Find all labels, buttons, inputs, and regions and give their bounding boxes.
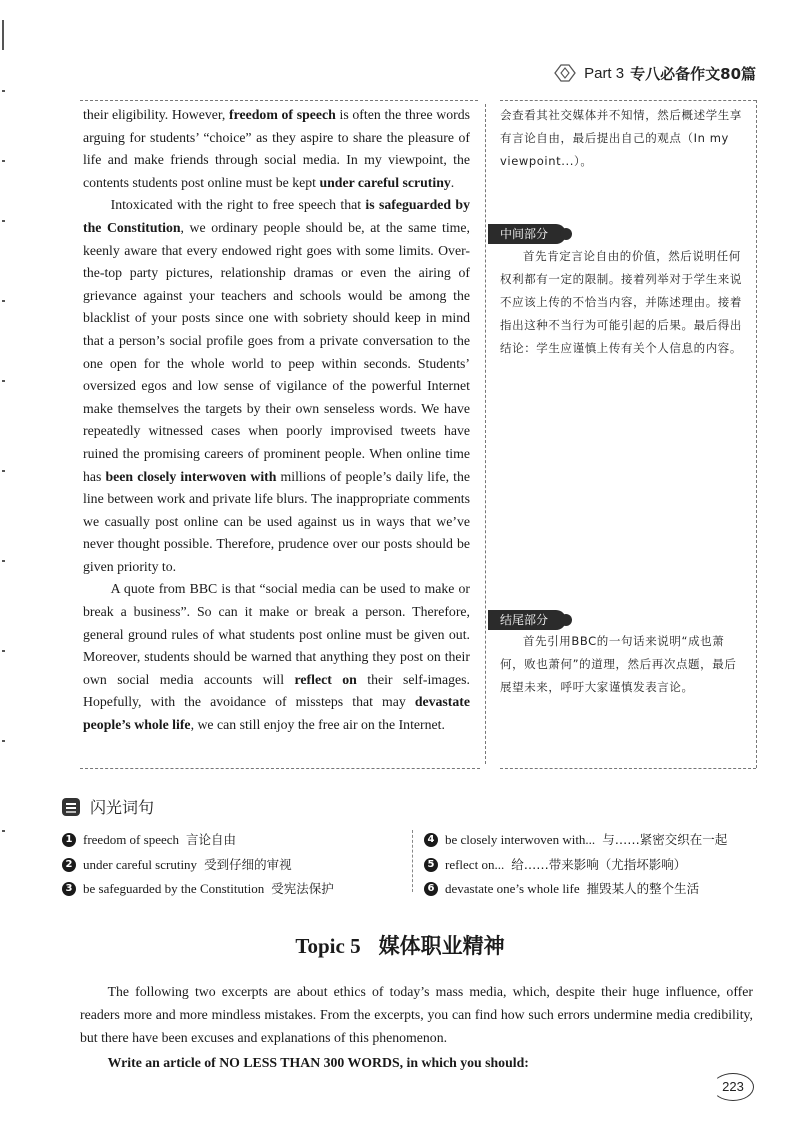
flash-item [62,877,334,902]
number-badge: 6 [424,882,438,896]
text-run: , we can still enjoy the free air on the Internet. [190,717,445,733]
key-phrase: freedom of speech [229,107,336,122]
phrase-en: be safeguarded by the Constitution [83,881,265,896]
text-run: Intoxicated with the right to free speech that [110,197,366,213]
number-badge: 5 [424,858,438,872]
phrase-en: freedom of speech [83,832,180,847]
side-middle-text: 首先肯定言论自由的价值，然后说明任何权利都有一定的限制。接着列举对于学生来说不应该上传的不恰当内容，并陈述理由。接着指出这种不当行为可能引起的后果。最后得出结论：学生应谨慎上传有关个人信息的内容。 [500,249,742,355]
page-header [552,62,756,84]
text-run: is often the three words arguing for students’ “choice” as they aspire to share the pleasure of life and make friends through social media. In my viewpoint, the contents students post online must be kept [83,107,470,190]
flash-item [62,853,334,878]
flash-phrases-title: 闪光词句 [90,798,155,817]
topic-instruction: Write an article of NO LESS THAN 300 WORDS, in which you should: [107,1055,529,1070]
flash-list-left [62,828,334,902]
key-phrase: is safeguarded by the Constitution [83,197,470,235]
side-note-end [500,630,748,699]
phrase-en: reflect on... [445,856,505,872]
book-logo-icon [552,62,578,84]
flash-divider [412,830,413,892]
flash-list-right [424,828,727,902]
number-badge: 4 [424,833,438,847]
key-phrase: reflect on [294,671,357,687]
side-intro-text: 会查看其社交媒体并不知情，然后概述学生享有言论自由，最后提出自己的观点（In my viewpoint...）。 [500,108,742,168]
essay-paragraph-1 [83,104,470,194]
flash-item [62,828,334,853]
phrase-cn: 摧毁某人的整个生活 [586,881,700,896]
flash-item [424,877,727,902]
topic-heading [0,930,800,960]
text-run: their self-images. Hopefully, with the avoidance of missteps that may [83,671,470,710]
middle-section-tag: 中间部分 [488,224,566,244]
topic-prompt [80,980,753,1074]
page-number: 223 [712,1073,754,1101]
side-frame-bottom [500,768,756,769]
side-note-middle [500,245,748,360]
topic-body: The following two excerpts are about ethics of today’s mass media, which, despite their huge influence, offer readers more and more mindless mistakes. From the excerpts, you can find how such errors undermine media credibility, but there have been excuses and explanations of this phenomenon. [80,984,753,1045]
phrase-cn: 受宪法保护 [271,881,334,896]
phrase-cn: 受到仔细的审视 [204,856,292,872]
phrase-cn: 与……紧密交织在一起 [602,832,728,847]
text-run: , we ordinary people should be, at the same time, keenly aware that every endowed right goes with some limits. Over-the-top party pictures, relationship dramas or even the airing of grievance against your teachers and schools would be among the blacklist of your posts since one with sobriety should keep in mind that a person’s social profile goes from a private conversation to the one open for the whole world to peep within seconds. Students’ oversized egos and low sense of vigilance of the powerful Internet make themselves the targets by their own senseless words. We have repeatedly witnessed cases when poorly improvised tweets have ruined the promising careers of prominent people. When online time has [83,219,470,484]
topic-label: Topic 5 [295,934,361,958]
key-phrase: under careful scrutiny [319,174,451,190]
key-phrase: devastate people’s whole life [83,694,470,733]
number-badge: 3 [62,882,76,896]
essay-paragraph-3 [83,578,470,736]
phrase-en: be closely interwoven with... [445,832,596,847]
phrase-cn: 给……带来影响（尤指坏影响） [511,856,687,872]
text-run: millions of people’s daily life, the line between work and private life blurs. The inappropriate comments we casually post online can be used against us in ways that we’ve never thought possible. Therefore, prudence over our posts should be given priority to. [83,468,470,574]
column-divider [485,104,486,764]
flash-item [424,828,727,853]
essay-body [83,104,470,737]
topic-title-cn: 媒体职业精神 [378,934,505,958]
number-badge: 1 [62,833,76,847]
text-run: their eligibility. However, [83,107,230,122]
side-end-text: 首先引用BBC的一句话来说明“成也萧何，败也萧何”的道理，然后再次点题，最后展望未来，呼吁大家谨慎发表言论。 [500,634,737,694]
essay-frame-bottom [80,768,480,769]
flash-item [424,853,727,878]
phrase-en: devastate one’s whole life [445,881,580,896]
key-phrase: been closely interwoven with [105,468,277,484]
part-label: Part 3 [584,64,625,82]
side-note-intro [500,104,748,173]
essay-paragraph-2 [83,194,470,578]
text-run: A quote from BBC is that “social media can be used to make or break a business”. So can it make or break a person. Therefore, general ground rules of what students post online must be given out. Moreover, students should be warned that anything they post on their own social media accounts will [83,581,470,687]
phrase-en: under careful scrutiny [83,856,198,872]
essay-frame-top [80,100,478,101]
number-badge: 2 [62,858,76,872]
end-section-tag: 结尾部分 [488,610,566,630]
book-title: 专八必备作文80篇 [630,64,756,83]
stack-icon [62,798,80,816]
phrase-cn: 言论自由 [186,832,237,847]
text-run: . [450,174,455,190]
scan-edge [0,0,10,1132]
flash-phrases-heading [62,795,154,818]
